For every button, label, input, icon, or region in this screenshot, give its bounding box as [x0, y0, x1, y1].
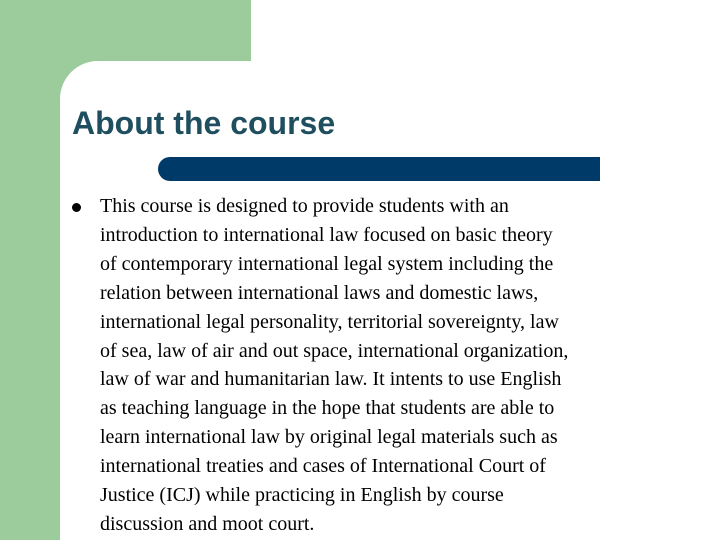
slide-title: About the course [72, 105, 336, 141]
bullet-text-line: relation between international laws and domestic laws, [100, 281, 539, 304]
bullet-text-line: Justice (ICJ) while practicing in English by course [100, 484, 504, 507]
bullet-text [100, 192, 672, 539]
bullet-text-line: This course is designed to provide students with an [100, 195, 509, 217]
bullet-dot-icon [72, 203, 81, 212]
bullet-text-line: learn international law by original legal materials such as [100, 426, 558, 449]
bullet-text-line: of sea, law of air and out space, international organization, [100, 339, 569, 362]
bullet-text-line: international legal personality, territorial sovereignty, law [100, 310, 559, 333]
bullet-text-line: introduction to international law focused on basic theory [100, 223, 553, 246]
bullet-text-line: discussion and moot court. [100, 512, 315, 535]
bullet-text-line: international treaties and cases of International Court of [100, 455, 546, 478]
bullet-text-line: as teaching language in the hope that students are able to [100, 397, 555, 420]
bullet-text-line: law of war and humanitarian law. It intents to use English [100, 368, 562, 391]
bullet-text-line: of contemporary international legal system including the [100, 252, 554, 275]
title-divider-bar [158, 157, 600, 181]
